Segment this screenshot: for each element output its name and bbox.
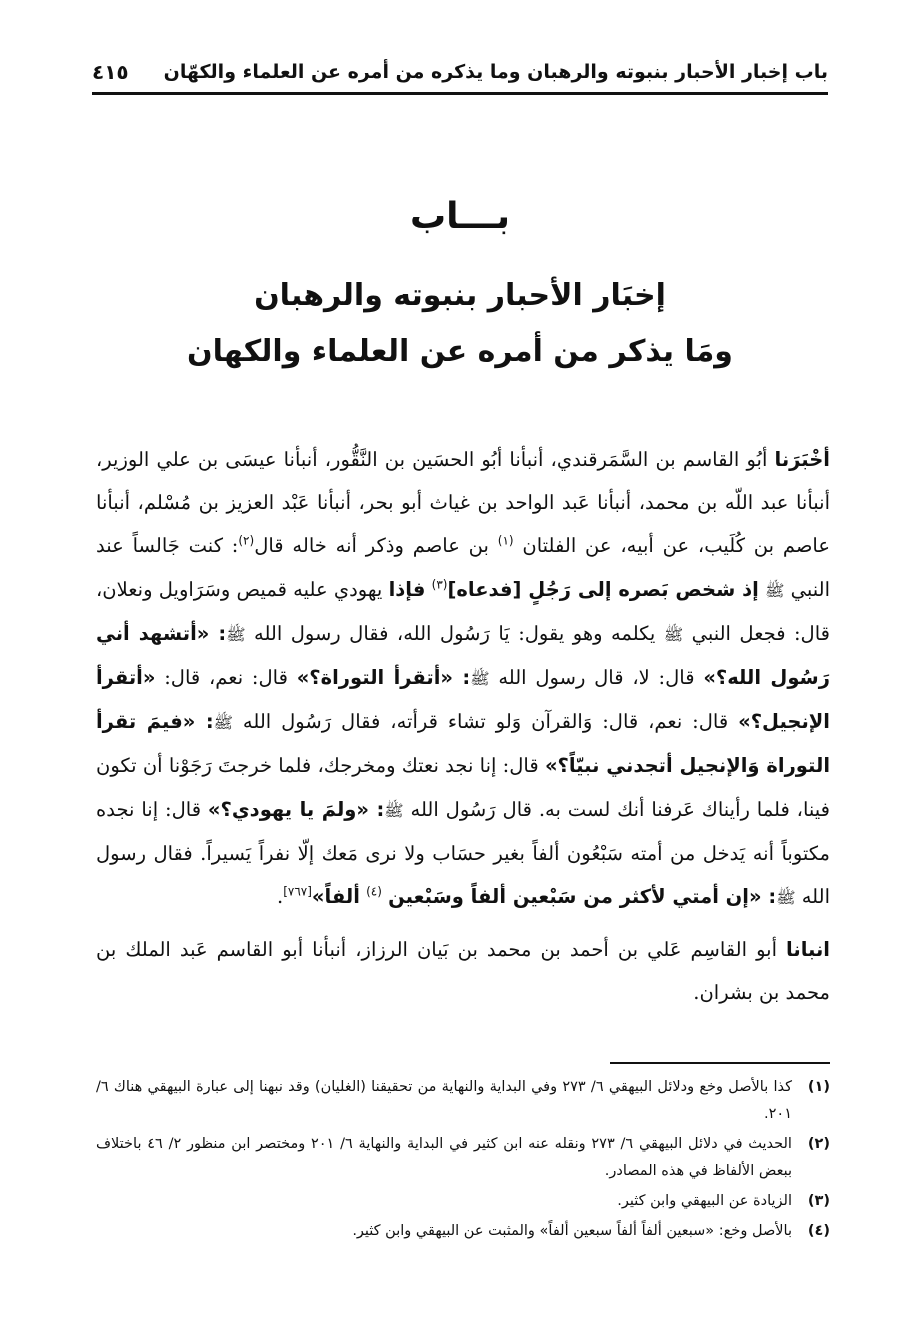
paragraph-1 — [96, 438, 830, 919]
text-segment: أبو القاسِم عَلي بن أحمد بن محمد بن بَيان الرزاز، أنبأنا أبو القاسم عَبد الملك بن محمد بن بشران. — [96, 938, 830, 1005]
paragraph-2 — [96, 928, 830, 1014]
footnotes — [96, 1074, 830, 1248]
footnote-text: الحديث في دلائل البيهقي ٦/ ٢٧٣ ونقله عنه ابن كثير في البداية والنهاية ٦/ ٢٠١ ومختصر ابن منظور ٢/ ٤٦ باختلاف ببعض الألفاظ في هذه المصادر. — [96, 1136, 792, 1179]
main-text — [96, 438, 830, 1015]
isnad-lead: انبانا — [786, 938, 830, 962]
text-segment: يكلمه وهو يقول: يَا رَسُول الله، فقال رسول الله — [253, 621, 656, 645]
footnote-number: (٣) — [807, 1193, 830, 1209]
header-rule — [92, 92, 828, 95]
footnote — [96, 1188, 830, 1215]
footnote — [96, 1074, 830, 1128]
footnote-number: (٢) — [807, 1136, 830, 1152]
chapter-title — [92, 268, 828, 380]
footnote-text: كذا بالأصل وخع ودلائل البيهقي ٦/ ٢٧٣ وفي البداية والنهاية من تحقيقنا (الغليان) وقد نبهنا إلى عبارة البيهقي هناك ٦/ ٢٠١. — [96, 1079, 792, 1122]
quote-segment: : «فيمَ تقرأ التوراة وَالإنجيل أتجدني نبيّاً؟» — [96, 710, 831, 778]
text-segment: يهودي عليه قميص وسَرَاويل ونعلان، قال: فجعل النبي — [96, 577, 830, 645]
chapter-title-line-2: ومَا يذكر من أمره عن العلماء والكهان — [187, 334, 733, 369]
isnad-lead: أخْبَرَنا — [774, 448, 830, 471]
footnote-number: (١) — [807, 1079, 830, 1095]
salawat-glyph: ﷺ — [663, 624, 684, 644]
text-segment: قال: نعم، قال: وَالقرآن وَلو تشاء قرأته، فقال رَسُول الله — [242, 710, 729, 734]
footnote-ref-1[interactable]: (١) — [497, 533, 514, 548]
chapter-title-line-1: إخبَار الأحبار بنبوته والرهبان — [254, 278, 666, 313]
footnote-ref-3[interactable]: (٣) — [431, 577, 448, 592]
quote-segment: : «ولمَ يا يهودي؟» — [207, 797, 385, 821]
text-segment: قال: إنا نجد نعتك ومخرجك، فلما خرجتَ رَجَوْنا أن تكون فينا، فلما رأيناك عَرفنا أنك لست به. قال رَسُول الله — [96, 754, 830, 821]
salawat-glyph: ﷺ — [470, 669, 490, 689]
footnote-ref-4[interactable]: (٤) — [366, 884, 382, 899]
text-segment: . — [277, 885, 284, 909]
text-segment: بن عاصم وذكر أنه خاله قال — [254, 534, 489, 558]
footnote-text: بالأصل وخع: «سبعين ألفاً ألفاً سبعين ألفاً» والمثبت عن البيهقي وابن كثير. — [352, 1223, 792, 1239]
salawat-glyph: ﷺ — [213, 713, 233, 733]
quote-segment: : «أتشهد أني رَسُول الله؟» — [96, 621, 830, 690]
quote-segment: فإذا — [388, 577, 426, 601]
salawat-glyph: ﷺ — [765, 580, 785, 600]
salawat-glyph: ﷺ — [776, 888, 796, 908]
text-segment: قال: نعم، قال: — [164, 666, 288, 690]
salawat-glyph: ﷺ — [226, 624, 246, 644]
text-segment: أبُو القاسم بن السَّمَرقندي، أنبأنا أبُو الحسَين بن النَّقُّور، أنبأنا عيسَى بن علي الوزير، أنبأنا عبد اللّه بن محمد، أنبأنا عَبد الواحد بن غياث أبو بحر، أنبأنا عَبْد العزيز بن مُسْلم، أنبأنا عاصم بن كُلَيب، عن أبيه، عن الفلتان — [96, 448, 831, 558]
quote-segment: «أتقرأ الإنجيل؟» — [96, 666, 830, 734]
footnote — [96, 1131, 830, 1185]
quote-segment: ألفاً» — [311, 885, 360, 909]
quote-segment: إذ شخص بَصره إلى رَجُلٍ [فدعاه] — [447, 577, 759, 601]
text-segment: قال: لا، قال رسول الله — [498, 666, 695, 690]
quote-segment: : «أتقرأ التوراة؟» — [296, 666, 471, 690]
footnote-ref-2[interactable]: (٢) — [238, 533, 255, 548]
chapter-label: بـــاب — [409, 196, 511, 237]
page-number: ٤١٥ — [92, 60, 129, 84]
text-segment: قال: إنا نجده مكتوباً أنه يَدخل من أمته سَبْعُون ألفاً بغير حسَاب ولا نرى مَعك إلّا نفراً يَسيراً. فقال رسول الله — [96, 797, 830, 909]
running-title: باب إخبار الأحبار بنبوته والرهبان وما يذكره من أمره عن العلماء والكهّان — [163, 61, 828, 83]
text-segment: : كنت جَالساً عند النبي — [96, 534, 831, 601]
salawat-glyph: ﷺ — [384, 800, 404, 820]
running-header — [92, 52, 828, 92]
quote-segment: : «إن أمتي لأكثر من سَبْعين ألفاً وسَبْعين — [388, 885, 777, 909]
footnote-text: الزيادة عن البيهقي وابن كثير. — [617, 1193, 792, 1209]
footnote-separator — [610, 1062, 830, 1064]
footnote-number: (٤) — [807, 1223, 830, 1239]
hadith-number: [٧٦٧] — [283, 884, 312, 899]
footnote — [96, 1218, 830, 1245]
